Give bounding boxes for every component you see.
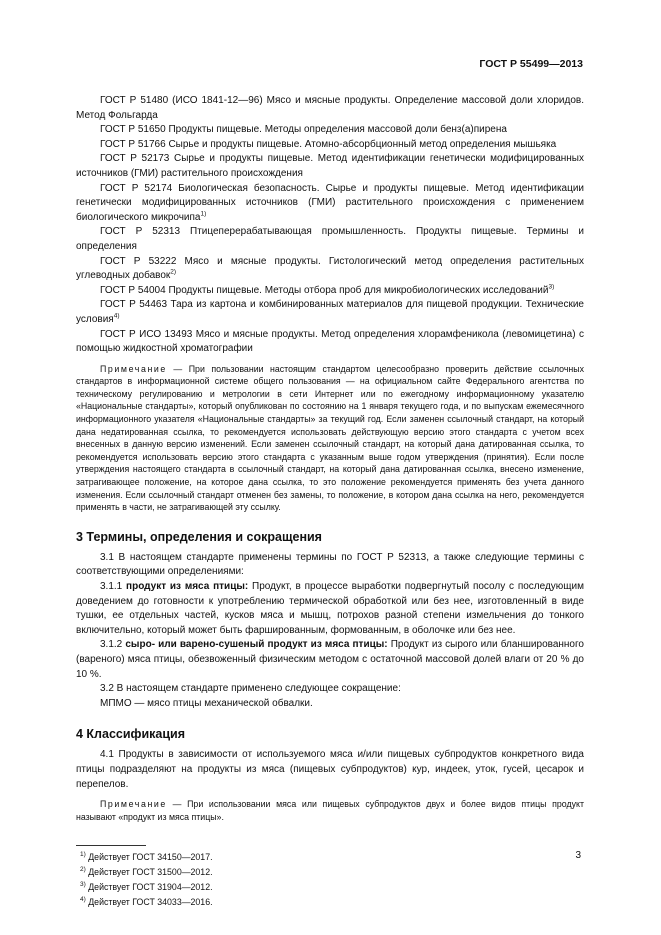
- clause-3-1: 3.1 В настоящем стандарте применены термины по ГОСТ Р 52313, а также следующие термины с соответствующими определениями:: [76, 551, 584, 578]
- term: сыро- или варено-сушеный продукт из мяса птицы:: [125, 639, 388, 651]
- footnote-separator: [76, 845, 146, 846]
- footnote-mark: 1): [80, 851, 86, 859]
- section-4-title: 4 Классификация: [76, 727, 186, 742]
- reference-text: ГОСТ Р 54463 Тара из картона и комбинированных материалов для пищевой продукции. Технические условия: [76, 299, 584, 325]
- footnote-mark: 4): [113, 312, 120, 320]
- definition: Продукт из сырого или бланшированного (вареного) мяса птицы, обезвоженный физическим методом с остаточной массовой долей влаги от 20 % до 10 %.: [76, 639, 584, 680]
- reference-item: [76, 94, 584, 123]
- reference-item: [76, 225, 584, 254]
- footnote-mark: 1): [200, 210, 207, 218]
- references-note: [76, 363, 584, 514]
- footnote: [76, 865, 584, 880]
- clause-4-1: 4.1 Продукты в зависимости от используемого мяса и/или пищевых субпродуктов конкретного вида птицы подразделяют на продукты из мяса (пищевых субпродуктов) кур, индеек, уток, гусей, цесарок и перепелов.: [76, 749, 584, 790]
- reference-text: ГОСТ Р 52173 Сырье и продукты пищевые. Метод идентификации генетически модифицированных источников (ГМИ) растительного происхождения: [76, 153, 584, 179]
- reference-item: [76, 328, 584, 357]
- note-label: Примечание: [100, 799, 167, 810]
- footnote: [76, 895, 584, 910]
- clause-number: 3.1.1: [100, 581, 127, 592]
- clause-3-1-1: [76, 580, 584, 638]
- footnotes: [76, 850, 584, 910]
- clause-number: 3.1.2: [100, 639, 126, 651]
- reference-item: [76, 298, 584, 327]
- reference-item: [76, 152, 584, 181]
- footnote-text: Действует ГОСТ 34033—2016.: [85, 897, 213, 908]
- reference-text: ГОСТ Р 52174 Биологическая безопасность. Сырье и продукты пищевые. Метод идентификации генетически модифицированных источников (ГМИ) растительного происхождения с применением биологического микрочипа: [76, 182, 584, 223]
- abbreviation: МПМО — мясо птицы механической обвалки.: [100, 697, 313, 709]
- reference-item: [76, 138, 584, 153]
- definition: Продукт, в процессе выработки подвергнутый посолу с последующим доведением до готовности к употреблению термической обработкой или без нее, изготовленный в виде тушки, ее отдельных частей, кусков мяса и мышц, потрохов разной степени измельчения до тонкого включительно, который может быть фаршированным, формованным, в оболочке или без нее.: [76, 581, 584, 636]
- note-text: — При пользовании настоящим стандартом целесообразно проверить действие ссылочных стандартов в информационной системе общего пользования — на официальном сайте Федерального агентства по техническому регулированию и метрологии в сети Интернет или по ежегодному информационному указателю «Национальные стандарты», который опубликован по состоянию на 1 января текущего года, и по выпускам ежемесячного информационного указателя «Национальные стандарты» за текущий год. Если заменен ссылочный стандарт, на который дана недатированная ссылка, то рекомендуется использовать действующую версию этого стандарта с учетом всех внесенных в данную версию изменений. Если заменен ссылочный стандарт, на который дана датированная ссылка, то рекомендуется использовать версию этого стандарта с указанным выше годом утверждения (принятия). Если после утверждения настоящего стандарта в ссылочный стандарт, на который дана датированная ссылка, внесено изменение, затрагивающее положение, на которое дана ссылка, то это положение рекомендуется применять без учета данного изменения. Если ссылочный стандарт отменен без замены, то положение, в котором дана ссылка на него, рекомендуется применять в части, не затрагивающей эту ссылку.: [76, 363, 584, 513]
- reference-text: ГОСТ Р 53222 Мясо и мясные продукты. Гистологический метод определения растительных углеводных добавок: [76, 255, 584, 282]
- reference-text: ГОСТ Р ИСО 13493 Мясо и мясные продукты. Метод определения хлорамфеникола (левомицетина) с помощью жидкостной хроматографии: [76, 328, 584, 355]
- reference-item: [76, 284, 584, 299]
- footnote-mark: 3): [80, 881, 86, 889]
- footnote-text: Действует ГОСТ 31500—2012.: [85, 867, 213, 878]
- footnote-mark: 2): [80, 866, 86, 874]
- footnote-text: Действует ГОСТ 34150—2017.: [85, 852, 213, 863]
- clause-3-1-2: [76, 638, 584, 682]
- footnote-mark: 4): [80, 896, 86, 904]
- reference-text: ГОСТ Р 51650 Продукты пищевые. Методы определения массовой доли бенз(а)пирена: [100, 124, 507, 136]
- reference-text: ГОСТ Р 51480 (ИСО 1841-12—96) Мясо и мясные продукты. Определение массовой доли хлоридов. Метод Фольгарда: [76, 95, 584, 121]
- reference-text: ГОСТ Р 52313 Птицеперерабатывающая промышленность. Продукты пищевые. Термины и определения: [76, 226, 584, 252]
- clause-3-2: 3.2 В настоящем стандарте применено следующее сокращение:: [100, 683, 401, 695]
- page-number: 3: [575, 850, 581, 861]
- reference-item: [76, 123, 584, 138]
- footnote: [76, 880, 584, 895]
- note-text: — При использовании мяса или пищевых субпродуктов двух и более видов птицы продукт называют «продукт из мяса птицы».: [76, 799, 584, 822]
- footnote-mark: 2): [170, 268, 177, 276]
- footnote-mark: 3): [548, 283, 555, 291]
- footnote-text: Действует ГОСТ 31904—2012.: [85, 882, 213, 893]
- reference-item: [76, 182, 584, 226]
- document-body: [76, 94, 584, 910]
- reference-item: [76, 255, 584, 284]
- term: продукт из мяса птицы:: [126, 581, 249, 592]
- note-label: Примечание: [100, 363, 167, 374]
- reference-text: ГОСТ Р 51766 Сырье и продукты пищевые. Атомно-абсорбционный метод определения мышьяка: [100, 138, 557, 150]
- reference-text: ГОСТ Р 54004 Продукты пищевые. Методы отбора проб для микробиологических исследований: [100, 284, 549, 296]
- footnote: [76, 850, 584, 865]
- normative-references: [76, 94, 584, 357]
- document-header: ГОСТ Р 55499—2013: [479, 58, 583, 70]
- section-3-title: 3 Термины, определения и сокращения: [76, 529, 322, 544]
- classification-note: [76, 798, 584, 823]
